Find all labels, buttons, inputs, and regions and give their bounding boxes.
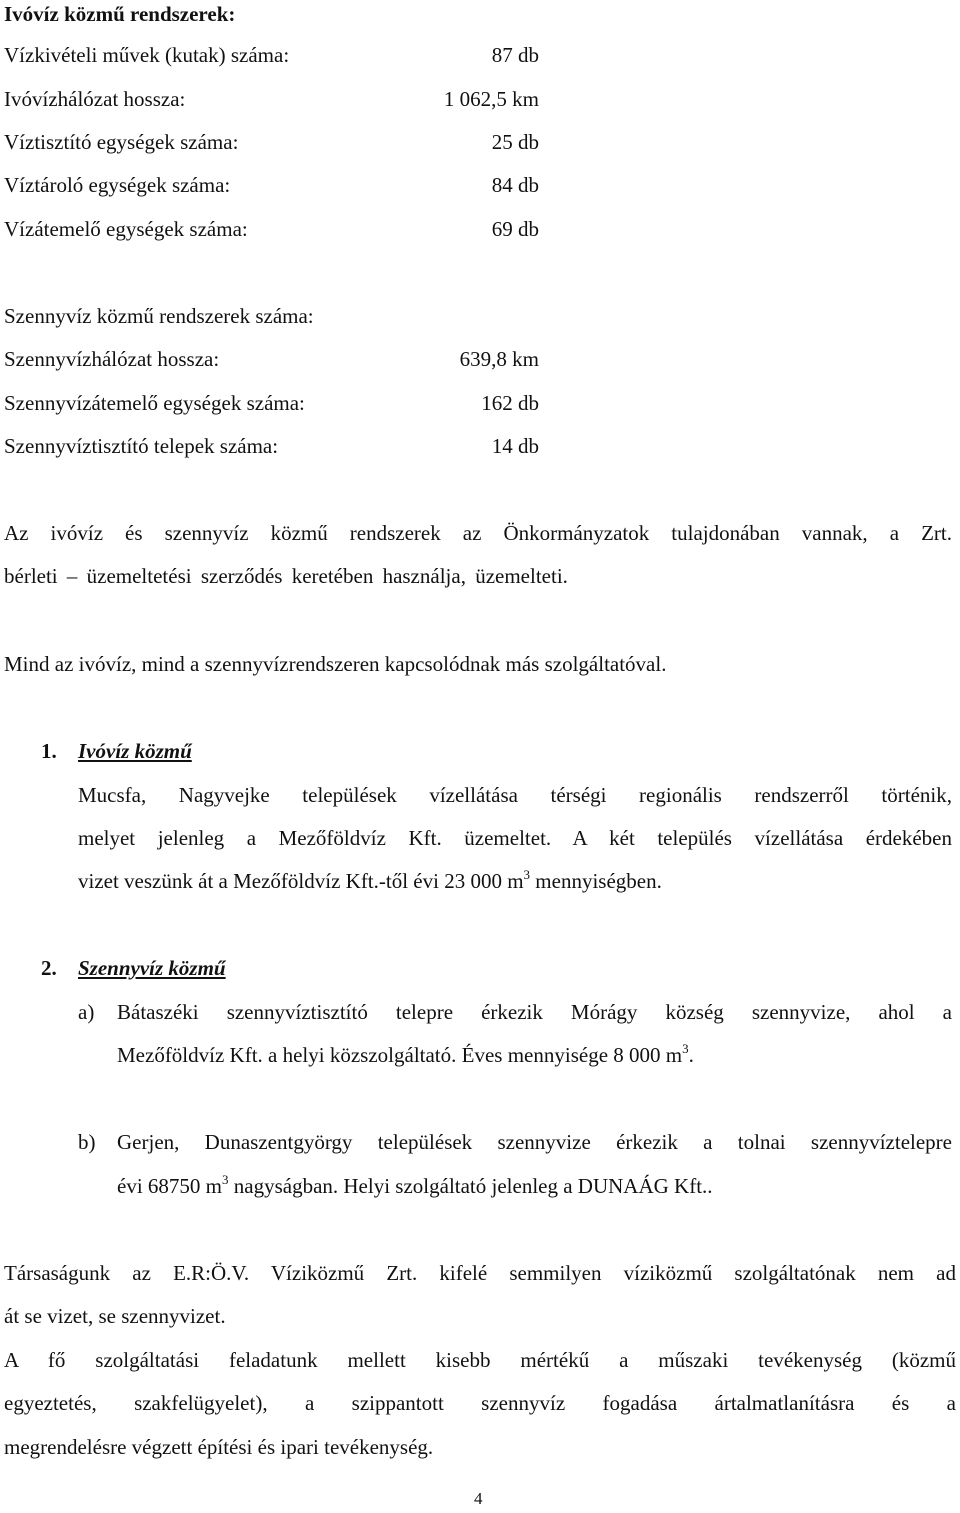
connection-paragraph: Mind az ivóvíz, mind a szennyvízrendszeren kapcsolódnak más szolgáltatóval. xyxy=(4,652,667,676)
page-number: 4 xyxy=(474,1489,483,1508)
item-b-line2-end: nagyságban. Helyi szolgáltató jelenleg a DUNAÁG Kft.. xyxy=(228,1174,713,1198)
item-a-line2-text: Mezőföldvíz Kft. a helyi közszolgáltató. Éves mennyisége 8 000 m xyxy=(117,1043,683,1067)
section-1-title: Ivóvíz közmű xyxy=(78,739,192,763)
ivoviz-row-label: Vízátemelő egységek száma: xyxy=(4,217,248,241)
section-2-number: 2. xyxy=(41,956,57,980)
szennyviz-row-label: Szennyvízátemelő egységek száma: xyxy=(4,391,305,415)
closing-paragraph-line: át se vizet, se szennyvizet. xyxy=(4,1304,226,1328)
ivoviz-row-label: Víztisztító egységek száma: xyxy=(4,130,239,154)
section-1-line3-end: mennyiségben. xyxy=(530,869,662,893)
cubic-superscript: 3 xyxy=(523,867,531,882)
szennyviz-row-label: Szennyvíztisztító telepek száma: xyxy=(4,434,279,458)
item-b-marker: b) xyxy=(78,1130,96,1154)
item-b-line xyxy=(117,1172,713,1198)
section-1-line3-text: vizet veszünk át a Mezőföldvíz Kft.-től évi 23 000 m xyxy=(78,869,524,893)
cubic-superscript: 3 xyxy=(682,1041,689,1056)
section-1-line: melyet jelenleg a Mezőföldvíz Kft. üzemeltet. A két település vízellátása érdekében xyxy=(78,826,952,850)
szennyviz-row-label: Szennyvízhálózat hossza: xyxy=(4,347,220,371)
item-a-line xyxy=(117,1041,694,1067)
section-1-line xyxy=(78,867,662,893)
item-a-line2-end: . xyxy=(688,1043,694,1067)
ivoviz-row-label: Vízkivételi művek (kutak) száma: xyxy=(4,43,290,67)
ivoviz-heading: Ivóvíz közmű rendszerek: xyxy=(4,2,236,26)
section-2-title: Szennyvíz közmű xyxy=(78,956,226,980)
cubic-superscript: 3 xyxy=(222,1172,229,1187)
szennyviz-row-value: 14 db xyxy=(491,434,539,458)
ownership-paragraph-line: bérleti – üzemeltetési szerződés keretében használja, üzemelteti. xyxy=(4,564,568,588)
ivoviz-row-value: 69 db xyxy=(491,217,539,241)
item-a-line: Bátaszéki szennyvíztisztító telepre érkezik Mórágy község szennyvize, ahol a xyxy=(117,1000,952,1024)
szennyviz-row-value: 162 db xyxy=(481,391,539,415)
ivoviz-row-value: 1 062,5 km xyxy=(443,87,539,111)
szennyviz-heading: Szennyvíz közmű rendszerek száma: xyxy=(4,304,314,328)
activity-paragraph-line: A fő szolgáltatási feladatunk mellett kisebb mértékű a műszaki tevékenység (közmű xyxy=(4,1348,956,1372)
activity-paragraph-line: egyeztetés, szakfelügyelet), a szippantott szennyvíz fogadása ártalmatlanításra és a xyxy=(4,1391,956,1415)
item-b-line: Gerjen, Dunaszentgyörgy települések szennyvize érkezik a tolnai szennyvíztelepre xyxy=(117,1130,952,1154)
ivoviz-row-label: Víztároló egységek száma: xyxy=(4,173,231,197)
ivoviz-row-label: Ivóvízhálózat hossza: xyxy=(4,87,186,111)
item-b-line2-text: évi 68750 m xyxy=(117,1174,222,1198)
ivoviz-row-value: 84 db xyxy=(491,173,539,197)
szennyviz-row-value: 639,8 km xyxy=(459,347,539,371)
activity-paragraph-line: megrendelésre végzett építési és ipari tevékenység. xyxy=(4,1435,434,1459)
ivoviz-row-value: 87 db xyxy=(491,43,539,67)
ownership-paragraph-line: Az ivóvíz és szennyvíz közmű rendszerek az Önkormányzatok tulajdonában vannak, a Zrt. xyxy=(4,521,952,545)
closing-paragraph-line: Társaságunk az E.R:Ö.V. Víziközmű Zrt. kifelé semmilyen víziközmű szolgáltatónak nem ad xyxy=(4,1261,956,1285)
section-1-line: Mucsfa, Nagyvejke települések vízellátása térségi regionális rendszerről történik, xyxy=(78,783,952,807)
ivoviz-row-value: 25 db xyxy=(491,130,539,154)
section-1-number: 1. xyxy=(41,739,57,763)
item-a-marker: a) xyxy=(78,1000,95,1024)
